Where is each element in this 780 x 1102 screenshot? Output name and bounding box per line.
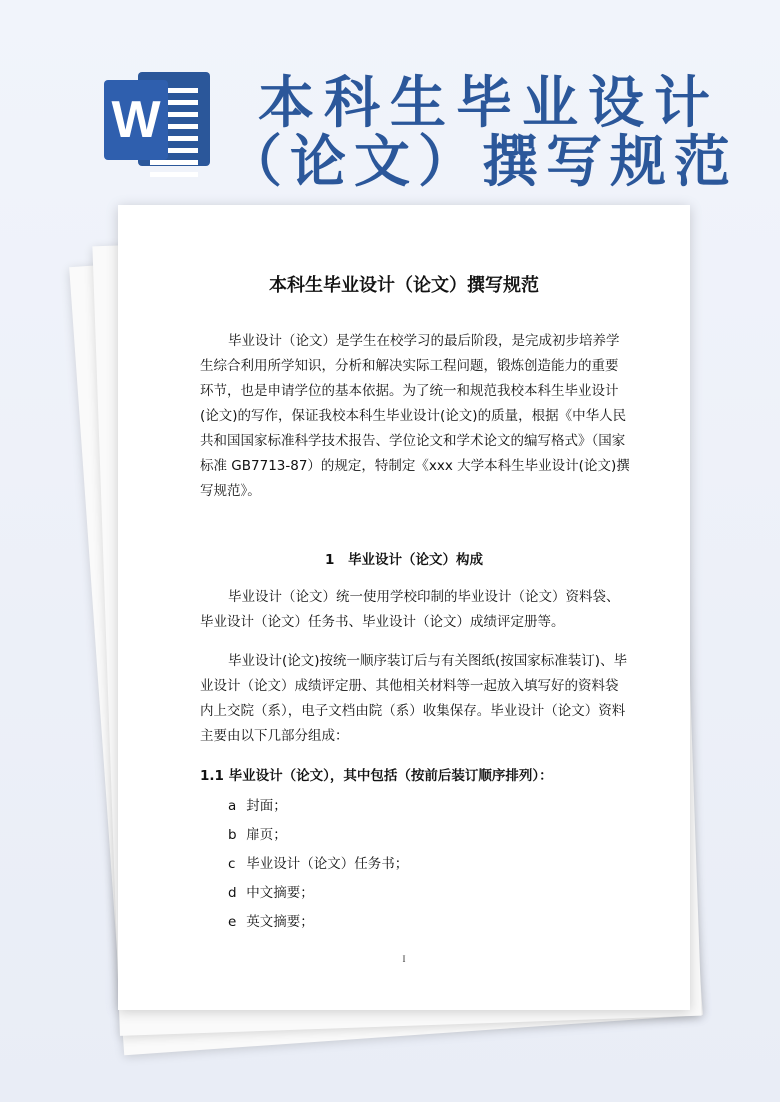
document-page	[118, 205, 690, 1010]
intro-paragraph	[200, 329, 630, 504]
intro-text: 毕业设计（论文）是学生在校学习的最后阶段，是完成初步培养学生综合利用所学知识，分析和解决实际工程问题，锻炼创造能力的重要环节，也是申请学位的基本依据。为了统一和规范我校本科生毕业设计(论文)的写作，保证我校本科生毕业设计(论文)的质量，根据《中华人民共和国国家标准科学技术报告、学位论文和学术论文的编写格式》（国家标准 GB7713-87）的规定，特制定《xxx 大学本科生毕业设计(论文)撰写规范》。	[200, 333, 630, 499]
contents-list	[228, 792, 608, 937]
subsection-1-1-heading: 1.1 毕业设计（论文），其中包括（按前后装订顺序排列）：	[200, 768, 553, 784]
w-letter: W	[104, 80, 168, 160]
list-item: b 扉页；	[228, 827, 287, 843]
section-1-para2-text: 毕业设计(论文)按统一顺序装订后与有关图纸(按国家标准装订)、毕业设计（论文）成绩评定册、其他相关材料等一起放入填写好的资料袋内上交院（系），电子文档由院（系）收集保存。毕业设计（论文）资料主要由以下几部分组成：	[200, 653, 628, 744]
header-title-line2: （论文）撰写规范	[226, 130, 738, 195]
list-item: e 英文摘要；	[228, 914, 314, 930]
header-title-line1: 本科生毕业设计	[258, 71, 720, 136]
page-number: I	[402, 954, 406, 964]
list-item: d 中文摘要；	[228, 885, 314, 901]
list-item: c 毕业设计（论文）任务书；	[228, 856, 409, 872]
section-1-paragraph-2	[200, 649, 630, 749]
list-item: a 封面；	[228, 798, 287, 814]
word-logo-icon	[104, 66, 214, 172]
section-1-heading: 1 毕业设计（论文）构成	[325, 552, 483, 568]
section-1-paragraph-1	[200, 585, 630, 635]
document-title: 本科生毕业设计（论文）撰写规范	[269, 275, 539, 296]
section-1-para1-text: 毕业设计（论文）统一使用学校印制的毕业设计（论文）资料袋、毕业设计（论文）任务书、毕业设计（论文）成绩评定册等。	[200, 589, 620, 630]
